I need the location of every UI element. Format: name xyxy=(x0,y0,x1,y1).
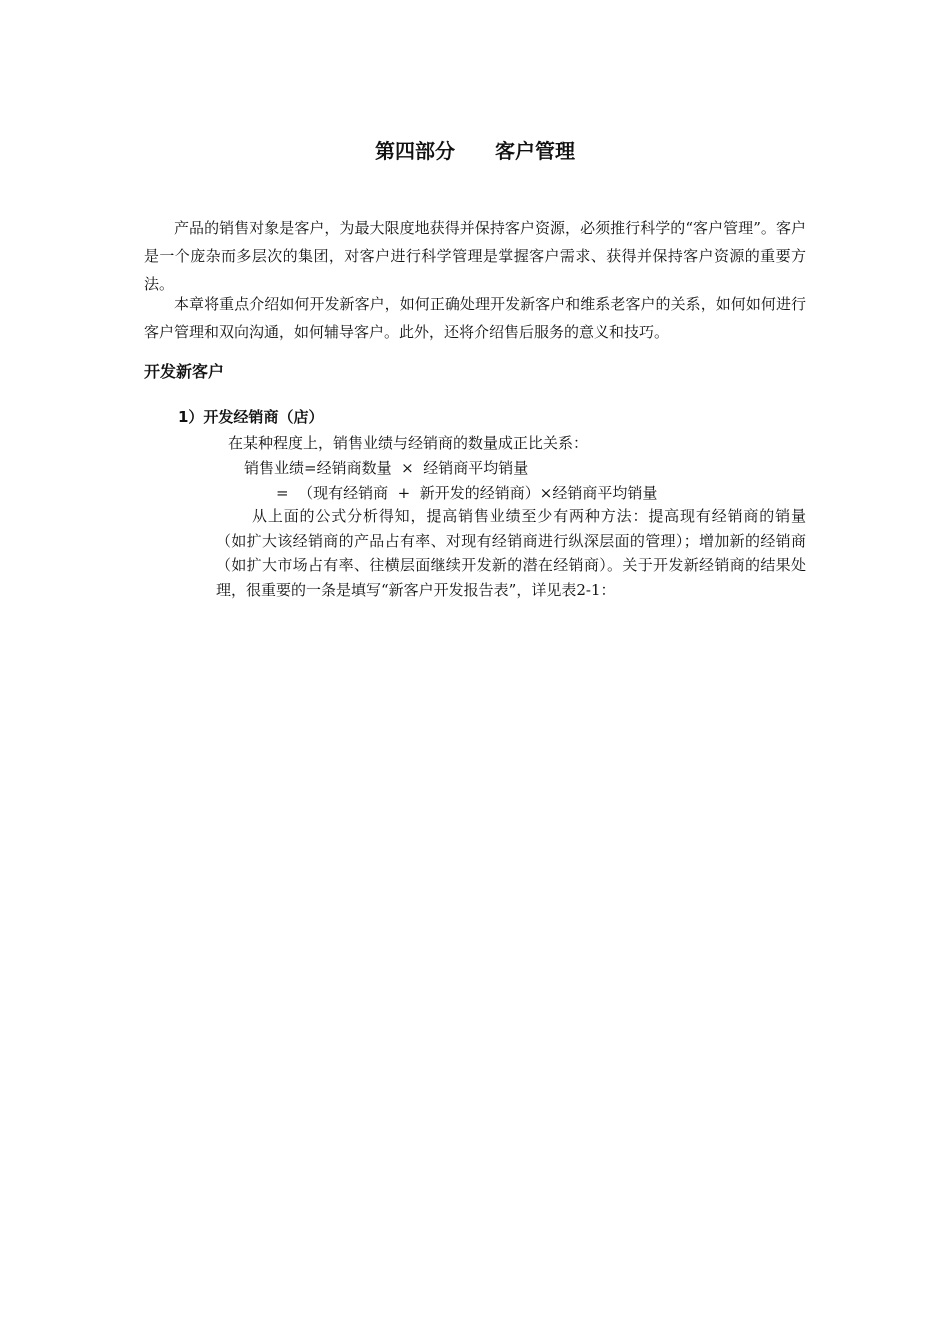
intro-paragraph-2: 本章将重点介绍如何开发新客户，如何正确处理开发新客户和维系老客户的关系，如何如何进行客户管理和双向沟通，如何辅导客户。此外，还将介绍售后服务的意义和技巧。 xyxy=(144,295,806,341)
closing-paragraph: 从上面的公式分析得知，提高销售业绩至少有两种方法：提高现有经销商的销量（如扩大该经销商的产品占有率、对现有经销商进行纵深层面的管理）；增加新的经销商（如扩大市场占有率、往横层面继续开发新的潜在经销商）。关于开发新经销商的结果处理，很重要的一条是填写“新客户开发报告表”，详见表2-1： xyxy=(216,507,806,599)
subsection-heading: 1）开发经销商（店） xyxy=(178,408,324,426)
formula-line: 销售业绩=经销商数量 × 经销商平均销量 xyxy=(244,459,529,477)
page-title: 第四部分 客户管理 xyxy=(375,139,575,163)
statement-line: 在某种程度上，销售业绩与经销商的数量成正比关系： xyxy=(228,434,589,452)
section-heading: 开发新客户 xyxy=(144,362,225,381)
formula-continuation-line: = （现有经销商 + 新开发的经销商）×经销商平均销量 xyxy=(276,484,658,502)
intro-paragraph-1: 产品的销售对象是客户，为最大限度地获得并保持客户资源，必须推行科学的“客户管理”。客户是一个庞杂而多层次的集团，对客户进行科学管理是掌握客户需求、获得并保持客户资源的重要方法。 xyxy=(144,219,806,293)
